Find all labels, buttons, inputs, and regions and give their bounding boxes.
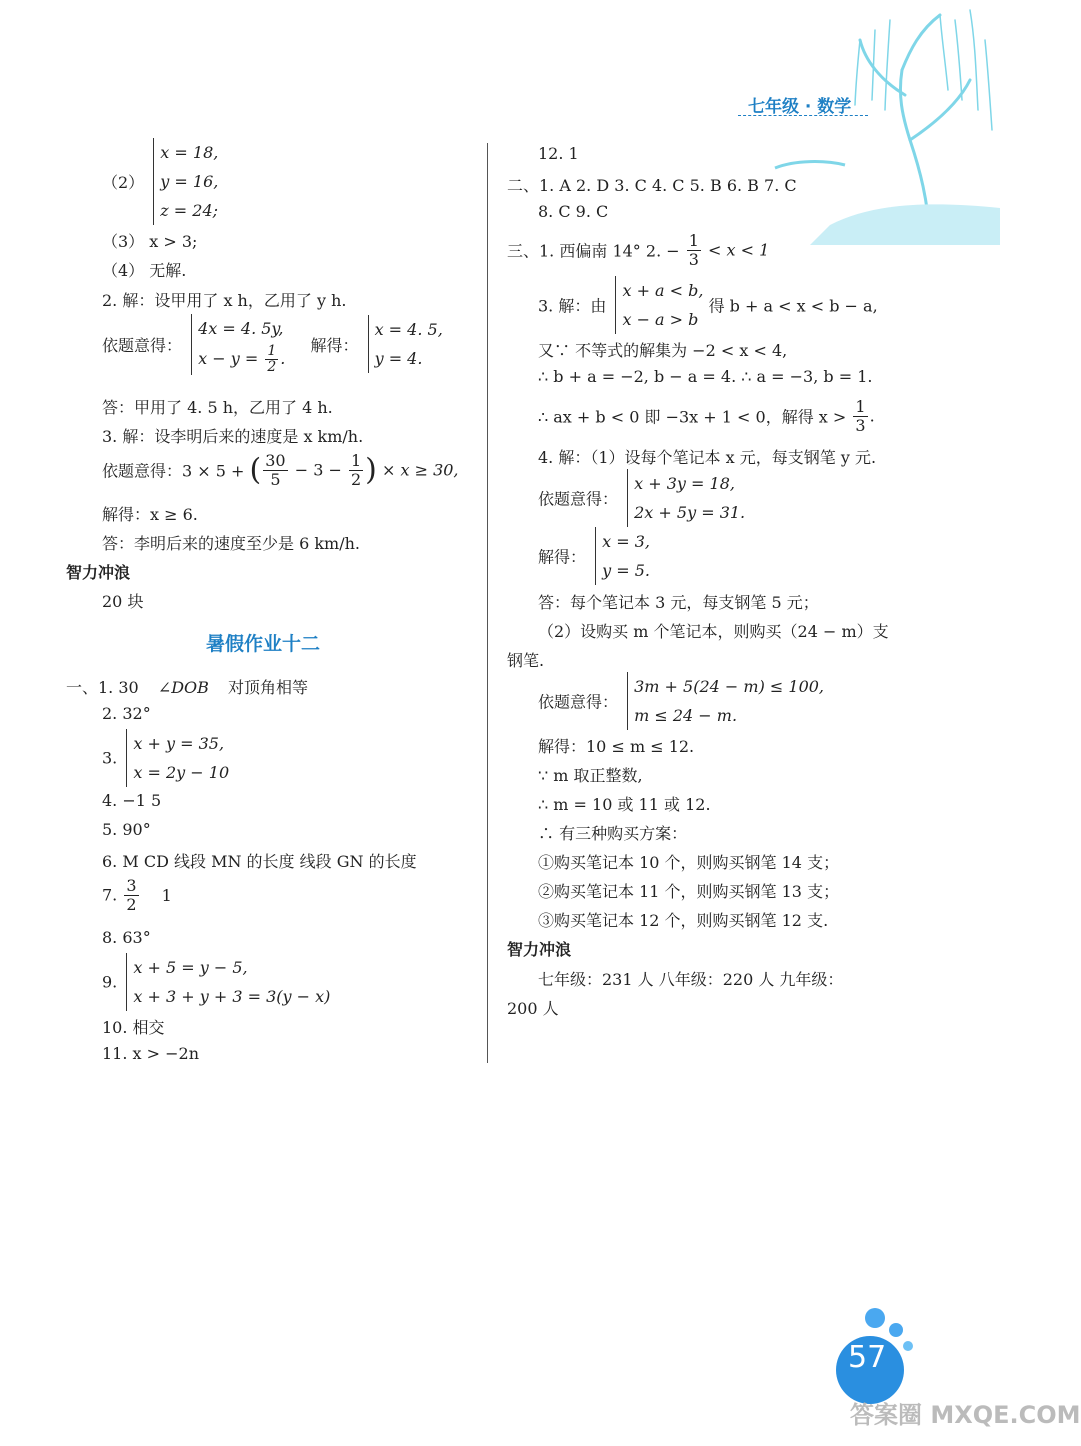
t4-part2-b: 钢笔.	[507, 651, 545, 670]
p3-tail: × x ≥ 30,	[381, 460, 459, 480]
t3-line-4: ∴ ax + b < 0 即 −3x + 1 < 0，解得 x > $\frac{1}{3}$ .	[538, 397, 875, 435]
s3-equations	[126, 729, 229, 787]
r12-line: 12. 1	[538, 144, 579, 163]
willow-tree-illustration	[770, 0, 1000, 245]
t1-line	[507, 232, 769, 268]
s9-eq-2: x + 3 + y + 3 = 3(y − x)	[133, 987, 331, 1006]
p2-eq-2: x − y =	[198, 349, 259, 368]
mc-line-1: 二、1. A 2. D 3. C 4. C 5. B 6. B 7. C	[507, 176, 797, 195]
s7-frac-num: 3	[126, 876, 137, 895]
s3-system	[102, 729, 229, 787]
s7-tail: 1	[161, 885, 172, 905]
bonus-answer-left: 20 块	[102, 592, 144, 611]
p2-sol-2: y = 4.	[374, 349, 423, 369]
mc-line-2: 8. C 9. C	[538, 202, 609, 221]
bonus-line-2: 200 人	[507, 999, 559, 1018]
t4-sol-1: x = 3,	[602, 532, 650, 551]
s9-label: 9.	[102, 972, 118, 992]
s9-equations	[126, 953, 330, 1011]
column-divider	[487, 143, 488, 1063]
page-number: 57	[848, 1340, 887, 1375]
t3-l4-text: ∴ ax + b < 0 即 −3x + 1 < 0，解得 x >	[538, 407, 847, 427]
s4-line: 4. −1 5	[102, 791, 162, 810]
t4-part2-a: （2）设购买 m 个笔记本，则购买（24 − m）支	[538, 622, 889, 641]
t3-tail: 得 b + a < x < b − a,	[708, 296, 878, 316]
bonus-title-left: 智力冲浪	[66, 563, 131, 582]
t4-line-3: ∴ 有三种购买方案：	[538, 824, 688, 843]
s1-line	[66, 675, 308, 698]
t4-intro: 4. 解：（1）设每个笔记本 x 元，每支钢笔 y 元.	[538, 448, 877, 467]
p3-equation: 依题意得：3 × 5 + ( $\frac{30}{5}$ − 3 − $\frac{1}{2}$ ) × x ≥ 30,	[102, 451, 459, 489]
p2-frac-den: 2	[267, 359, 277, 375]
t4-system-2	[538, 672, 824, 730]
p2-solution	[368, 315, 443, 373]
q3-answer: （3） x > 3;	[102, 232, 198, 251]
t3-system	[538, 276, 878, 334]
watermark: 答案圈 MXQE.COM	[850, 1401, 1081, 1429]
t4-solve: 解得：	[538, 547, 587, 567]
t3-line-3: ∴ b + a = −2, b − a = 4. ∴ a = −3, b = 1.	[538, 367, 873, 386]
q4-answer: （4） 无解.	[102, 261, 187, 280]
t4-sol-lines	[595, 527, 650, 585]
s3-eq-2: x = 2y − 10	[133, 763, 230, 782]
s7-fraction	[124, 877, 138, 913]
t3-eq-2: x − a > b	[622, 310, 699, 329]
header-underline	[738, 115, 868, 116]
t1-tail: < x < 1	[708, 240, 770, 260]
s8-line: 8. 63°	[102, 928, 151, 947]
t4-eq2-2: m ≤ 24 − m.	[634, 706, 738, 725]
t4-lead-2: 依题意得：	[538, 692, 619, 712]
s1-label: 一、1. 30	[66, 678, 139, 697]
t3-frac-den: 3	[855, 415, 866, 435]
bonus-line-1: 七年级：231 人 八年级：220 人 九年级：	[538, 970, 844, 989]
p3-solve: 解得：x ≥ 6.	[102, 505, 198, 524]
t3-frac-num: 1	[855, 397, 866, 416]
p2-answer: 答：甲用了 4. 5 h，乙用了 4 h.	[102, 398, 333, 417]
header-title: 七年级 · 数学	[748, 97, 852, 117]
t4-plan-2: ②购买笔记本 11 个，则购买钢笔 13 支；	[538, 882, 840, 901]
s7-line	[102, 877, 172, 913]
p2-solve-label: 解得：	[310, 335, 359, 355]
section-title: 暑假作业十二	[206, 633, 321, 655]
t4-sol2: 解得：10 ≤ m ≤ 12.	[538, 737, 695, 756]
s3-label: 3.	[102, 748, 118, 768]
t3-fraction	[853, 398, 867, 434]
q2-label: （2）	[102, 173, 145, 192]
p3-frac-2	[349, 452, 363, 488]
t3-equations	[615, 276, 703, 334]
t4-plan-3: ③购买笔记本 12 个，则购买钢笔 12 支.	[538, 911, 829, 930]
s3-eq-1: x + y = 35,	[133, 734, 225, 753]
p2-sol-1: x = 4. 5,	[374, 320, 443, 340]
q2-eq-1: x = 18,	[160, 143, 219, 162]
t4-eq-2: 2x + 5y = 31.	[634, 503, 746, 522]
p3-frac2-den: 2	[350, 469, 362, 489]
p2-frac-num: 1	[267, 343, 277, 360]
s1-angle: ∠DOB	[157, 678, 209, 697]
t4-sol-2: y = 5.	[602, 561, 650, 580]
p3-frac2-num: 1	[350, 451, 362, 470]
s10-line: 10. 相交	[102, 1018, 165, 1037]
s7-frac-den: 2	[126, 894, 137, 914]
q2-equations	[153, 138, 218, 225]
t4-plan-1: ①购买笔记本 10 个，则购买钢笔 14 支；	[538, 853, 840, 872]
p3-frac1-den: 5	[270, 469, 281, 489]
p2-system	[102, 314, 443, 375]
t1-label: 三、1. 西偏南 14° 2. −	[507, 241, 680, 261]
p2-fraction	[265, 344, 278, 374]
q2-system	[102, 138, 218, 225]
t1-frac-den: 3	[688, 249, 699, 269]
t4-line-1: ∵ m 取正整数,	[538, 766, 643, 785]
q2-eq-2: y = 16,	[160, 172, 219, 191]
t3-line-2: 又∵ 不等式的解集为 −2 < x < 4,	[538, 341, 788, 360]
s7-label: 7.	[102, 885, 118, 905]
t4-eq2-1: 3m + 5(24 − m) ≤ 100,	[634, 677, 825, 696]
t4-solution-1	[538, 527, 650, 585]
t4-equations-1	[627, 469, 745, 527]
t3-label: 3. 解：由	[538, 296, 607, 316]
s11-line: 11. x > −2n	[102, 1044, 200, 1063]
s6-line: 6. M CD 线段 MN 的长度 线段 GN 的长度	[102, 852, 417, 871]
t3-eq-1: x + a < b,	[622, 281, 704, 300]
s9-eq-1: x + 5 = y − 5,	[133, 958, 248, 977]
p3-lead: 依题意得：3 × 5 +	[102, 461, 245, 481]
t4-equations-2	[627, 672, 824, 730]
t4-system-1	[538, 469, 745, 527]
t1-fraction	[687, 232, 701, 268]
p2-intro: 2. 解：设甲用了 x h，乙用了 y h.	[102, 291, 347, 310]
p2-lead: 依题意得：	[102, 335, 183, 355]
q2-eq-3: z = 24;	[160, 201, 219, 220]
p3-intro: 3. 解：设李明后来的速度是 x km/h.	[102, 427, 364, 446]
p2-eq-1: 4x = 4. 5y,	[198, 319, 284, 338]
t1-frac-num: 1	[688, 231, 699, 250]
p3-mid: − 3 −	[294, 460, 342, 480]
p2-equations: 4x = 4. 5y, x − y = $\frac{1}{2}$ .	[191, 314, 285, 375]
bonus-title-right: 智力冲浪	[507, 940, 572, 959]
p3-frac1-num: 30	[265, 451, 286, 470]
s9-system	[102, 953, 330, 1011]
p3-frac-1	[263, 452, 287, 488]
s2-line: 2. 32°	[102, 704, 151, 723]
s5-line: 5. 90°	[102, 820, 151, 839]
p3-answer: 答：李明后来的速度至少是 6 km/h.	[102, 534, 361, 553]
t4-answer: 答：每个笔记本 3 元，每支钢笔 5 元；	[538, 593, 819, 612]
s1-text: 对顶角相等	[228, 678, 309, 697]
t4-eq-1: x + 3y = 18,	[634, 474, 735, 493]
t4-line-2: ∴ m = 10 或 11 或 12.	[538, 795, 711, 814]
t4-lead: 依题意得：	[538, 489, 619, 509]
